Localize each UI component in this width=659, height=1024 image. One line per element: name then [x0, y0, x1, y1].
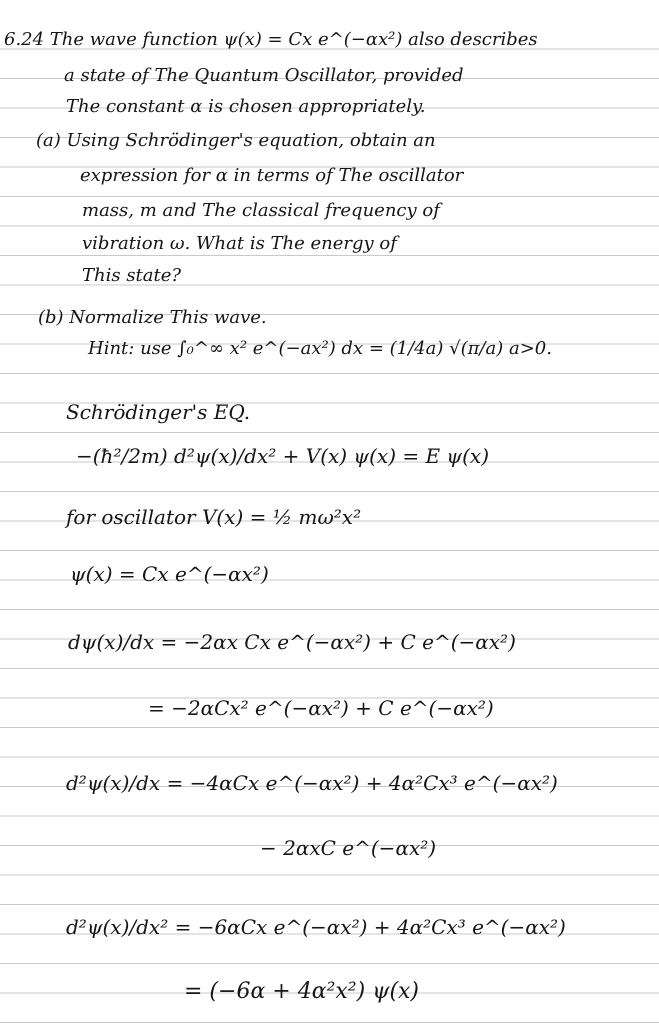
- problem-line-5: expression for α in terms of The oscillator: [80, 165, 464, 186]
- problem-line-2: a state of The Quantum Oscillator, provided: [64, 65, 464, 86]
- solution-line-10: = (−6α + 4α²x²) ψ(x): [184, 979, 420, 1004]
- solution-line-3: for oscillator V(x) = ½ mω²x²: [66, 505, 362, 529]
- problem-line-6: mass, m and The classical frequency of: [82, 200, 440, 221]
- solution-line-5: dψ(x)/dx = −2αx Cx e^(−αx²) + C e^(−αx²): [68, 630, 516, 654]
- solution-line-2: −(ħ²/2m) d²ψ(x)/dx² + V(x) ψ(x) = E ψ(x): [76, 444, 489, 468]
- problem-line-10: Hint: use ∫₀^∞ x² e^(−ax²) dx = (1/4a) √(π/a) a>0.: [88, 338, 552, 359]
- solution-line-8: − 2αxC e^(−αx²): [260, 836, 437, 860]
- solution-line-7: d²ψ(x)/dx = −4αCx e^(−αx²) + 4α²Cx³ e^(−αx²): [66, 771, 558, 795]
- problem-line-9: (b) Normalize This wave.: [38, 307, 267, 328]
- solution-line-9: d²ψ(x)/dx² = −6αCx e^(−αx²) + 4α²Cx³ e^(−αx²): [66, 915, 566, 939]
- solution-line-4: ψ(x) = Cx e^(−αx²): [70, 562, 269, 586]
- solution-line-1: Schrödinger's EQ.: [66, 400, 251, 424]
- problem-line-4: (a) Using Schrödinger's equation, obtain an: [36, 130, 436, 151]
- problem-line-3: The constant α is chosen appropriately.: [66, 96, 426, 117]
- problem-line-7: vibration ω. What is The energy of: [82, 233, 397, 254]
- problem-line-1: 6.24 The wave function ψ(x) = Cx e^(−αx²) also describes: [4, 29, 538, 50]
- solution-line-6: = −2αCx² e^(−αx²) + C e^(−αx²): [148, 696, 494, 720]
- problem-line-8: This state?: [82, 265, 182, 286]
